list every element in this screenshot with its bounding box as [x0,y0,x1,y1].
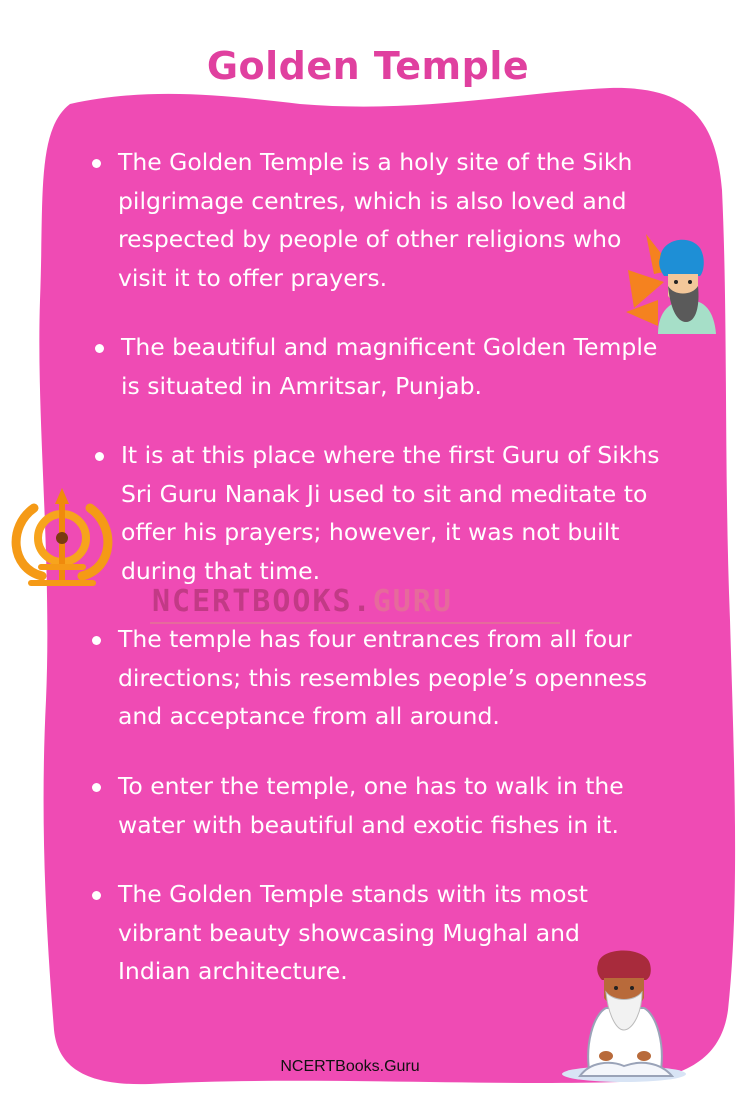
khanda-icon [2,484,122,592]
watermark-accent: GURU [372,584,453,619]
watermark [152,584,453,619]
bullet-dot [92,636,101,645]
bullet-dot [92,159,101,168]
bullet-dot [92,891,101,900]
list-item: It is at this place where the first Guru of Sikhs Sri Guru Nanak Ji used to sit and meditate to offer his prayers; however, it was not built during that time. [121,436,660,590]
bullet-dot [95,344,104,353]
sikh-man-turban-icon [624,230,724,334]
list-item: The Golden Temple is a holy site of the Sikh pilgrimage centres, which is also loved and respected by people of other religions who visit it to offer prayers. [118,143,632,297]
list-item: The temple has four entrances from all four directions; this resembles people’s openness and acceptance from all around. [118,620,647,736]
footer-credit: NCERTBooks.Guru [280,1058,420,1075]
bullet-dot [92,783,101,792]
watermark-main: NCERTBOOKS. [152,584,373,619]
watermark-underline [150,622,560,624]
page-title: Golden Temple [206,44,530,88]
list-item: The beautiful and magnificent Golden Temple is situated in Amritsar, Punjab. [121,328,657,405]
bullet-dot [95,452,104,461]
list-item: To enter the temple, one has to walk in the water with beautiful and exotic fishes in it. [118,767,624,844]
list-item: The Golden Temple stands with its most vibrant beauty showcasing Mughal and Indian architecture. [118,875,588,991]
